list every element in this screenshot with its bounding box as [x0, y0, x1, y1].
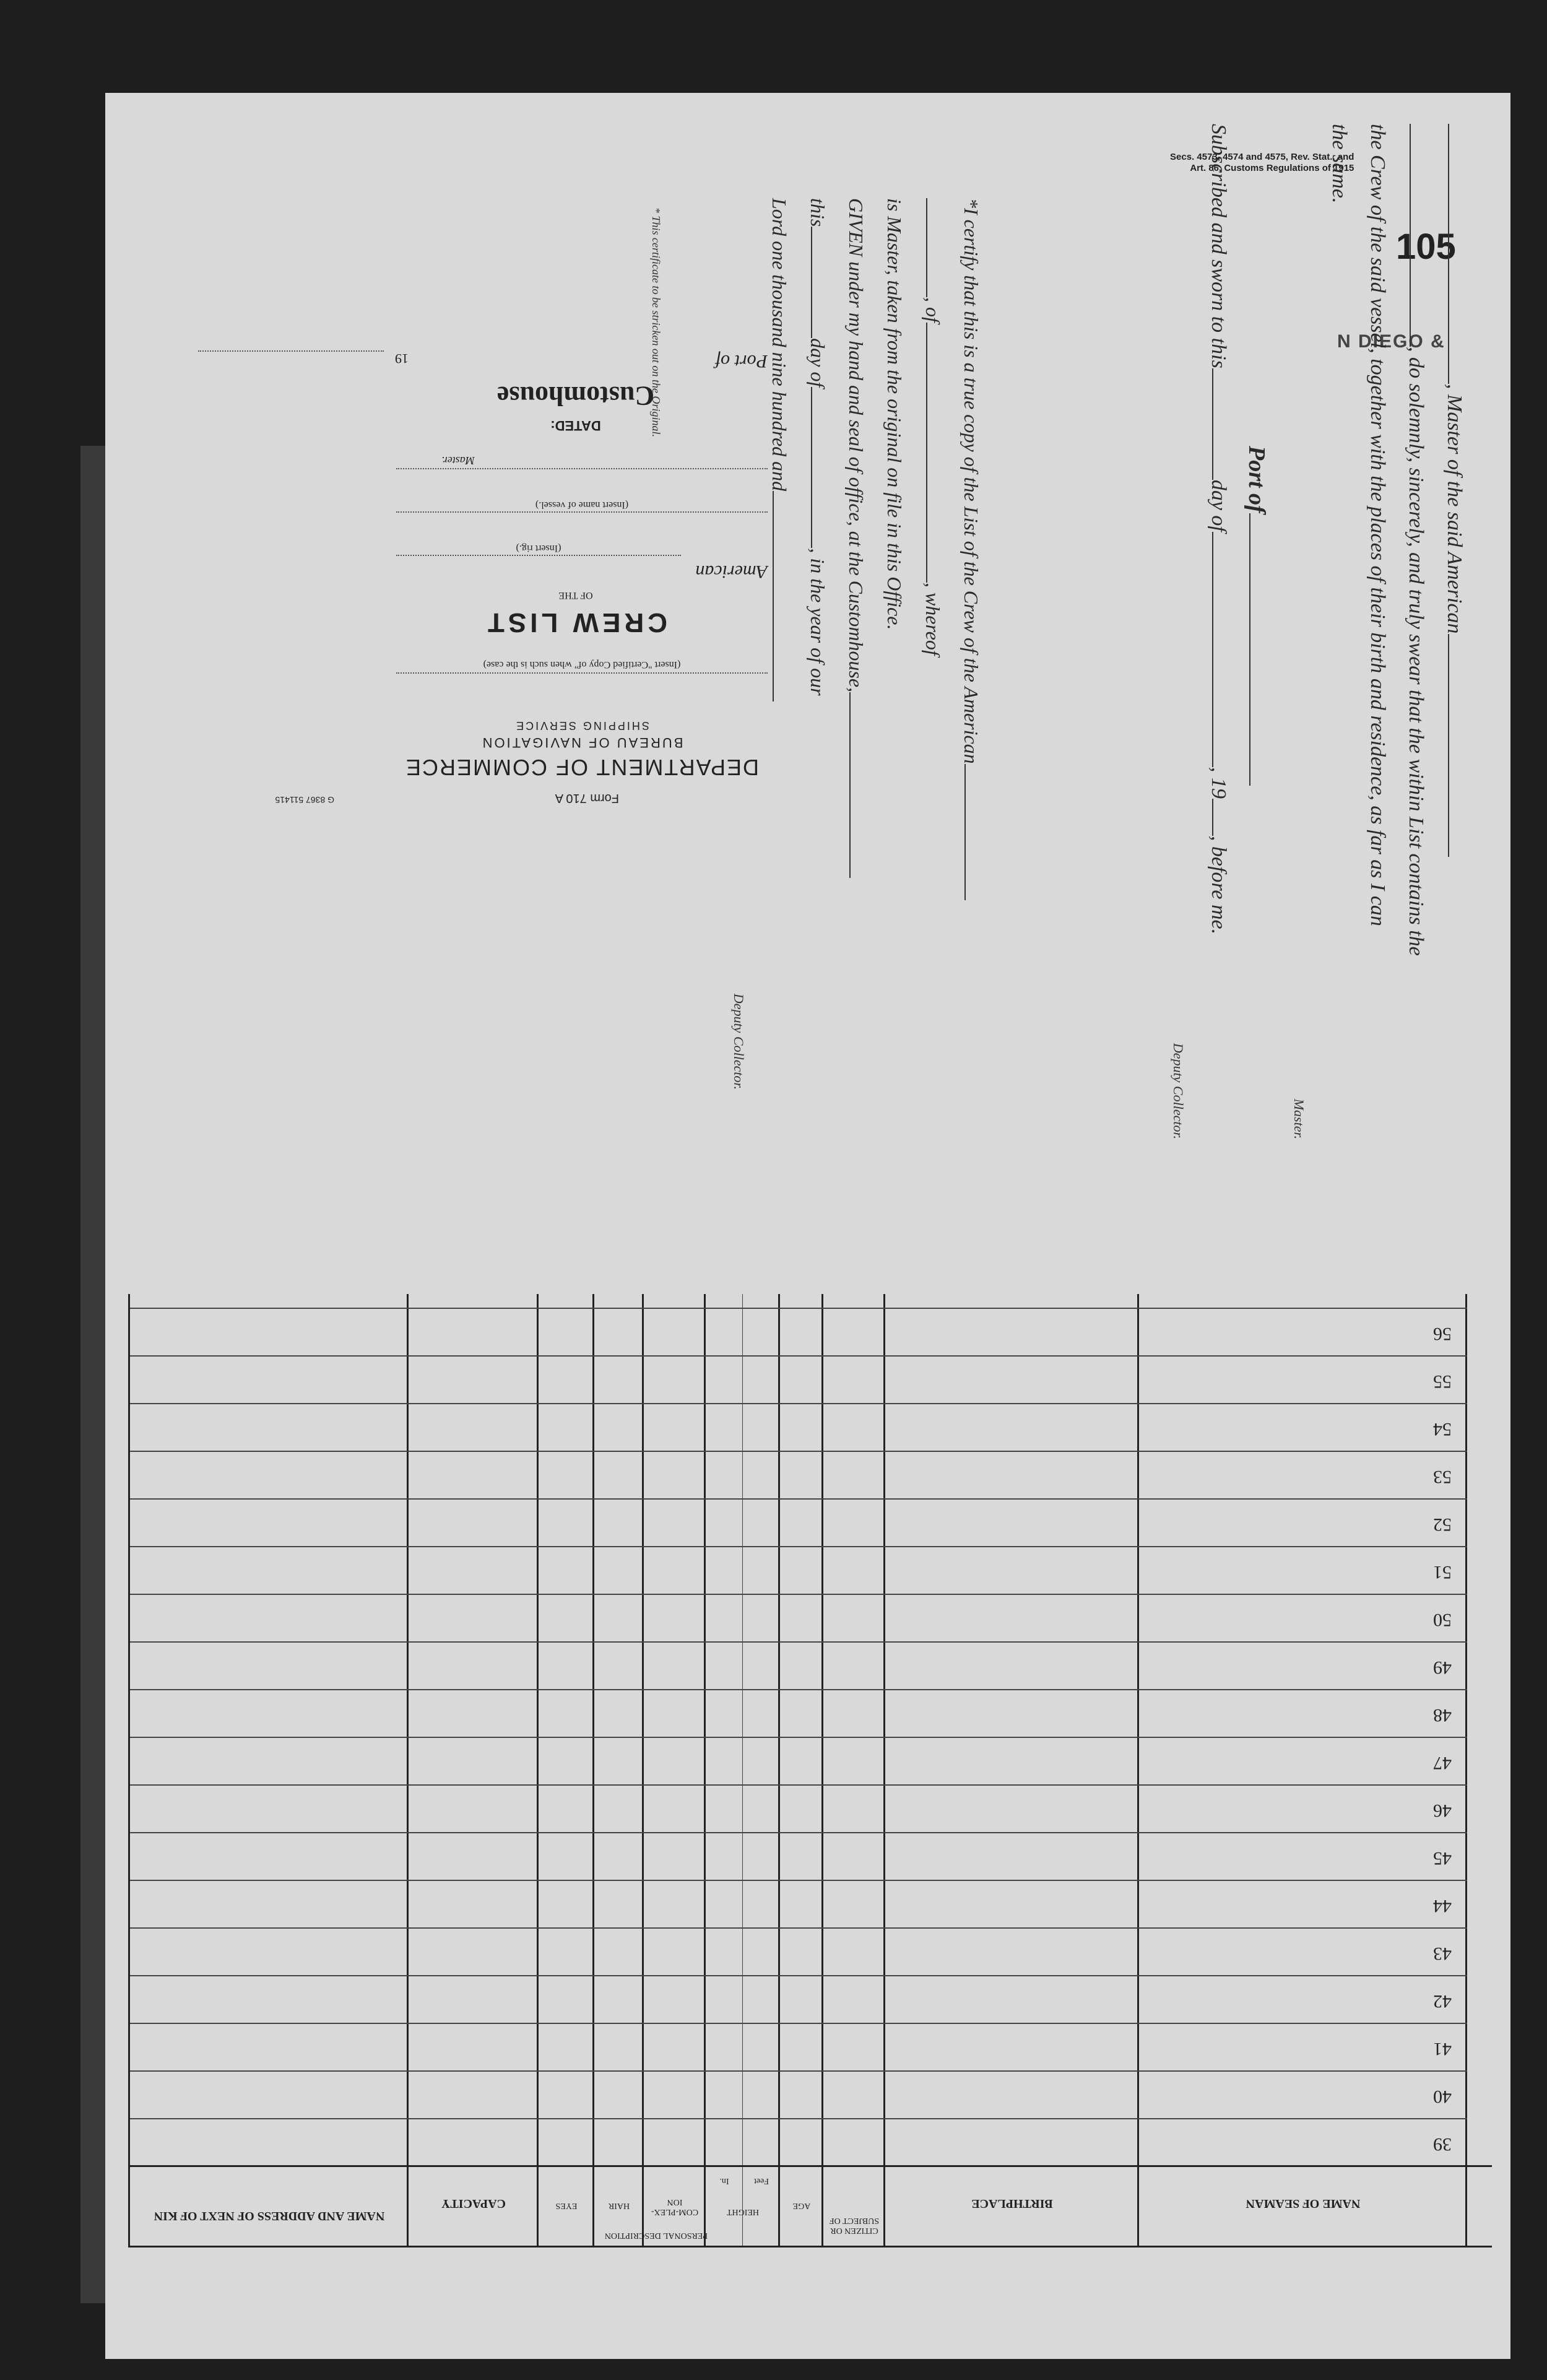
table-row [130, 1641, 1467, 1643]
vessel-line [396, 511, 768, 514]
table-row [130, 1832, 1467, 1833]
table-row [130, 1355, 1467, 1357]
row-number: 53 [1433, 1467, 1452, 1487]
table-top-rule [130, 2246, 1492, 2248]
column-divider [883, 1294, 885, 2248]
header-age: AGE [792, 2201, 811, 2210]
table-row [130, 2023, 1467, 2024]
table-row [130, 1975, 1467, 1976]
cert-line6: Lord one thousand nine hundred and [768, 198, 791, 492]
table-row [130, 1927, 1467, 1929]
cert-of: , of [922, 297, 944, 323]
header-name-of-seaman: NAME OF SEAMAN [1246, 2197, 1361, 2210]
table-row [130, 1737, 1467, 1738]
row-number: 46 [1433, 1800, 1452, 1821]
cert-deputy-collector: Deputy Collector. [731, 993, 747, 1090]
cert-footnote: * This certificate to be stricken out on the Original. [650, 207, 662, 437]
port-stamp: N DIEGO & [1337, 331, 1445, 352]
table-row [130, 1403, 1467, 1404]
header-complexion: COM-PLEX-ION [651, 2197, 699, 2217]
column-divider [821, 1294, 823, 2248]
crew-list-title: CREW LIST [484, 607, 667, 638]
header-next-of-kin: NAME AND ADDRESS OF NEXT OF KIN [154, 2209, 385, 2223]
insert-rig-note: (Insert rig.) [516, 543, 561, 554]
dated-label: DATED: [550, 418, 601, 433]
column-divider [778, 1294, 780, 2248]
column-divider [742, 1294, 743, 2248]
oath-line4: the same. [1328, 124, 1351, 204]
day-of-text: day of [1207, 479, 1230, 532]
month-line [1212, 532, 1229, 767]
cert-in-year: , in the year of our [807, 548, 829, 696]
oath-line2: , do solemnly, sincerely, and truly swear that the within List contains the [1405, 347, 1428, 956]
subscribed-day-line [1212, 368, 1229, 480]
department-line1: DEPARTMENT OF COMMERCE [404, 755, 760, 780]
table-row [130, 1498, 1467, 1500]
row-number: 42 [1433, 1991, 1452, 2012]
table-row [130, 1880, 1467, 1881]
year-prefix: , 19 [1207, 767, 1230, 799]
crew-table-grid [130, 1294, 1467, 2248]
header-birthplace: BIRTHPLACE [971, 2197, 1053, 2210]
row-number: 54 [1433, 1419, 1452, 1440]
row-number: 40 [1433, 2087, 1452, 2107]
row-number: 50 [1433, 1610, 1452, 1630]
cert-day-line [811, 227, 828, 338]
cover-port-label: Port of [715, 351, 768, 371]
port-line [1249, 513, 1267, 786]
cert-line3: is Master, taken from the original on file in this Office. [883, 198, 906, 630]
column-divider [1465, 1294, 1467, 2248]
master-line [396, 468, 768, 471]
table-row [130, 1689, 1467, 1690]
header-inches: In. [719, 2176, 729, 2186]
port-label: Port of [1244, 446, 1270, 513]
master-label: Master. [1291, 1098, 1307, 1139]
row-number: 56 [1433, 1324, 1452, 1344]
row-number: 47 [1433, 1753, 1452, 1773]
column-divider [1137, 1294, 1139, 2248]
vessel-name-line [1448, 634, 1465, 857]
certified-copy-line [396, 672, 768, 675]
subscribed-text: Subscribed and sworn to this [1207, 124, 1230, 368]
cert-line4: GIVEN under my hand and seal of office, at the Customhouse, [845, 198, 867, 693]
header-eyes: EYES [555, 2201, 578, 2210]
column-divider [407, 1294, 409, 2248]
vessel-blank-line [1410, 124, 1427, 347]
year-line [1212, 799, 1229, 836]
cover-master-label: Master. [441, 454, 475, 467]
table-row [130, 1594, 1467, 1595]
column-divider [537, 1294, 539, 2248]
column-divider [128, 1294, 130, 2248]
header-hair: HAIR [608, 2201, 630, 2210]
row-number: 49 [1433, 1657, 1452, 1678]
insert-vessel-note: (Insert name of vessel.) [535, 500, 629, 510]
cover-panel [149, 347, 1003, 830]
master-name-line [1448, 124, 1465, 384]
column-divider [704, 1294, 706, 2248]
department-line2: BUREAU OF NAVIGATION [480, 735, 683, 750]
column-divider [592, 1294, 594, 2248]
cert-line1: *I certify that this is a true copy of the List of the Crew of the American [960, 198, 982, 764]
row-number: 45 [1433, 1848, 1452, 1869]
row-number: 51 [1433, 1562, 1452, 1583]
american-label: American [695, 562, 768, 582]
row-number: 43 [1433, 1944, 1452, 1964]
form-number: Form 710 A [555, 791, 619, 805]
rig-line [396, 555, 681, 557]
row-number: 41 [1433, 2039, 1452, 2059]
header-capacity: CAPACITY [441, 2197, 506, 2210]
table-row [130, 1546, 1467, 1547]
customhouse-label: Customhouse [496, 381, 655, 411]
header-personal-description: PERSONAL DESCRIPTION [604, 2231, 708, 2240]
header-bottom-rule [130, 2165, 1492, 2167]
header-height: HEIGHT [726, 2207, 760, 2217]
row-number: 48 [1433, 1705, 1452, 1726]
cert-whereof: , whereof [922, 582, 944, 656]
before-me-text: , before me. [1207, 835, 1230, 935]
statute-note-line2: Art. 86, Customs Regulations of 1915 [1190, 163, 1354, 173]
master-oath [1151, 124, 1473, 1238]
department-line3: SHIPPING SERVICE [514, 719, 649, 732]
of-the-label: OF THE [558, 590, 593, 601]
header-feet: Feet [753, 2176, 769, 2186]
print-code: G 8367 511415 [275, 795, 334, 805]
table-row [130, 1308, 1467, 1309]
column-divider [642, 1294, 644, 2248]
cert-day-of: day of [807, 338, 829, 388]
insert-certified-note: (Insert "Certified Copy of" when such is the case) [483, 659, 681, 670]
page-number: 105 [1396, 227, 1456, 267]
table-row [130, 2118, 1467, 2119]
oath-body [1159, 124, 1473, 1238]
department-heading [384, 719, 780, 780]
row-number: 55 [1433, 1371, 1452, 1392]
year-label: 19 [395, 351, 409, 367]
date-line [198, 350, 384, 353]
table-row [130, 2070, 1467, 2072]
header-citizen: CITIZEN OR SUBJECT OF [829, 2216, 880, 2235]
oath-deputy-collector: Deputy Collector. [1171, 1043, 1186, 1139]
row-number: 39 [1433, 2134, 1452, 2155]
table-row [130, 1784, 1467, 1786]
oath-line1: , Master of the said American [1443, 384, 1466, 634]
crew-table [130, 1294, 1467, 2248]
cert-this: this [807, 198, 829, 227]
table-row [130, 1451, 1467, 1452]
row-number: 52 [1433, 1514, 1452, 1535]
row-number: 44 [1433, 1896, 1452, 1916]
cert-blank-line [926, 198, 943, 297]
port-row [396, 350, 768, 371]
statute-note-line1: Secs. 4573, 4574 and 4575, Rev. Stat., and [1170, 152, 1354, 162]
oath-line3: the Crew of the said vessel, together with the places of their birth and residence, as far as I can [1366, 124, 1389, 926]
american-row [396, 561, 768, 582]
